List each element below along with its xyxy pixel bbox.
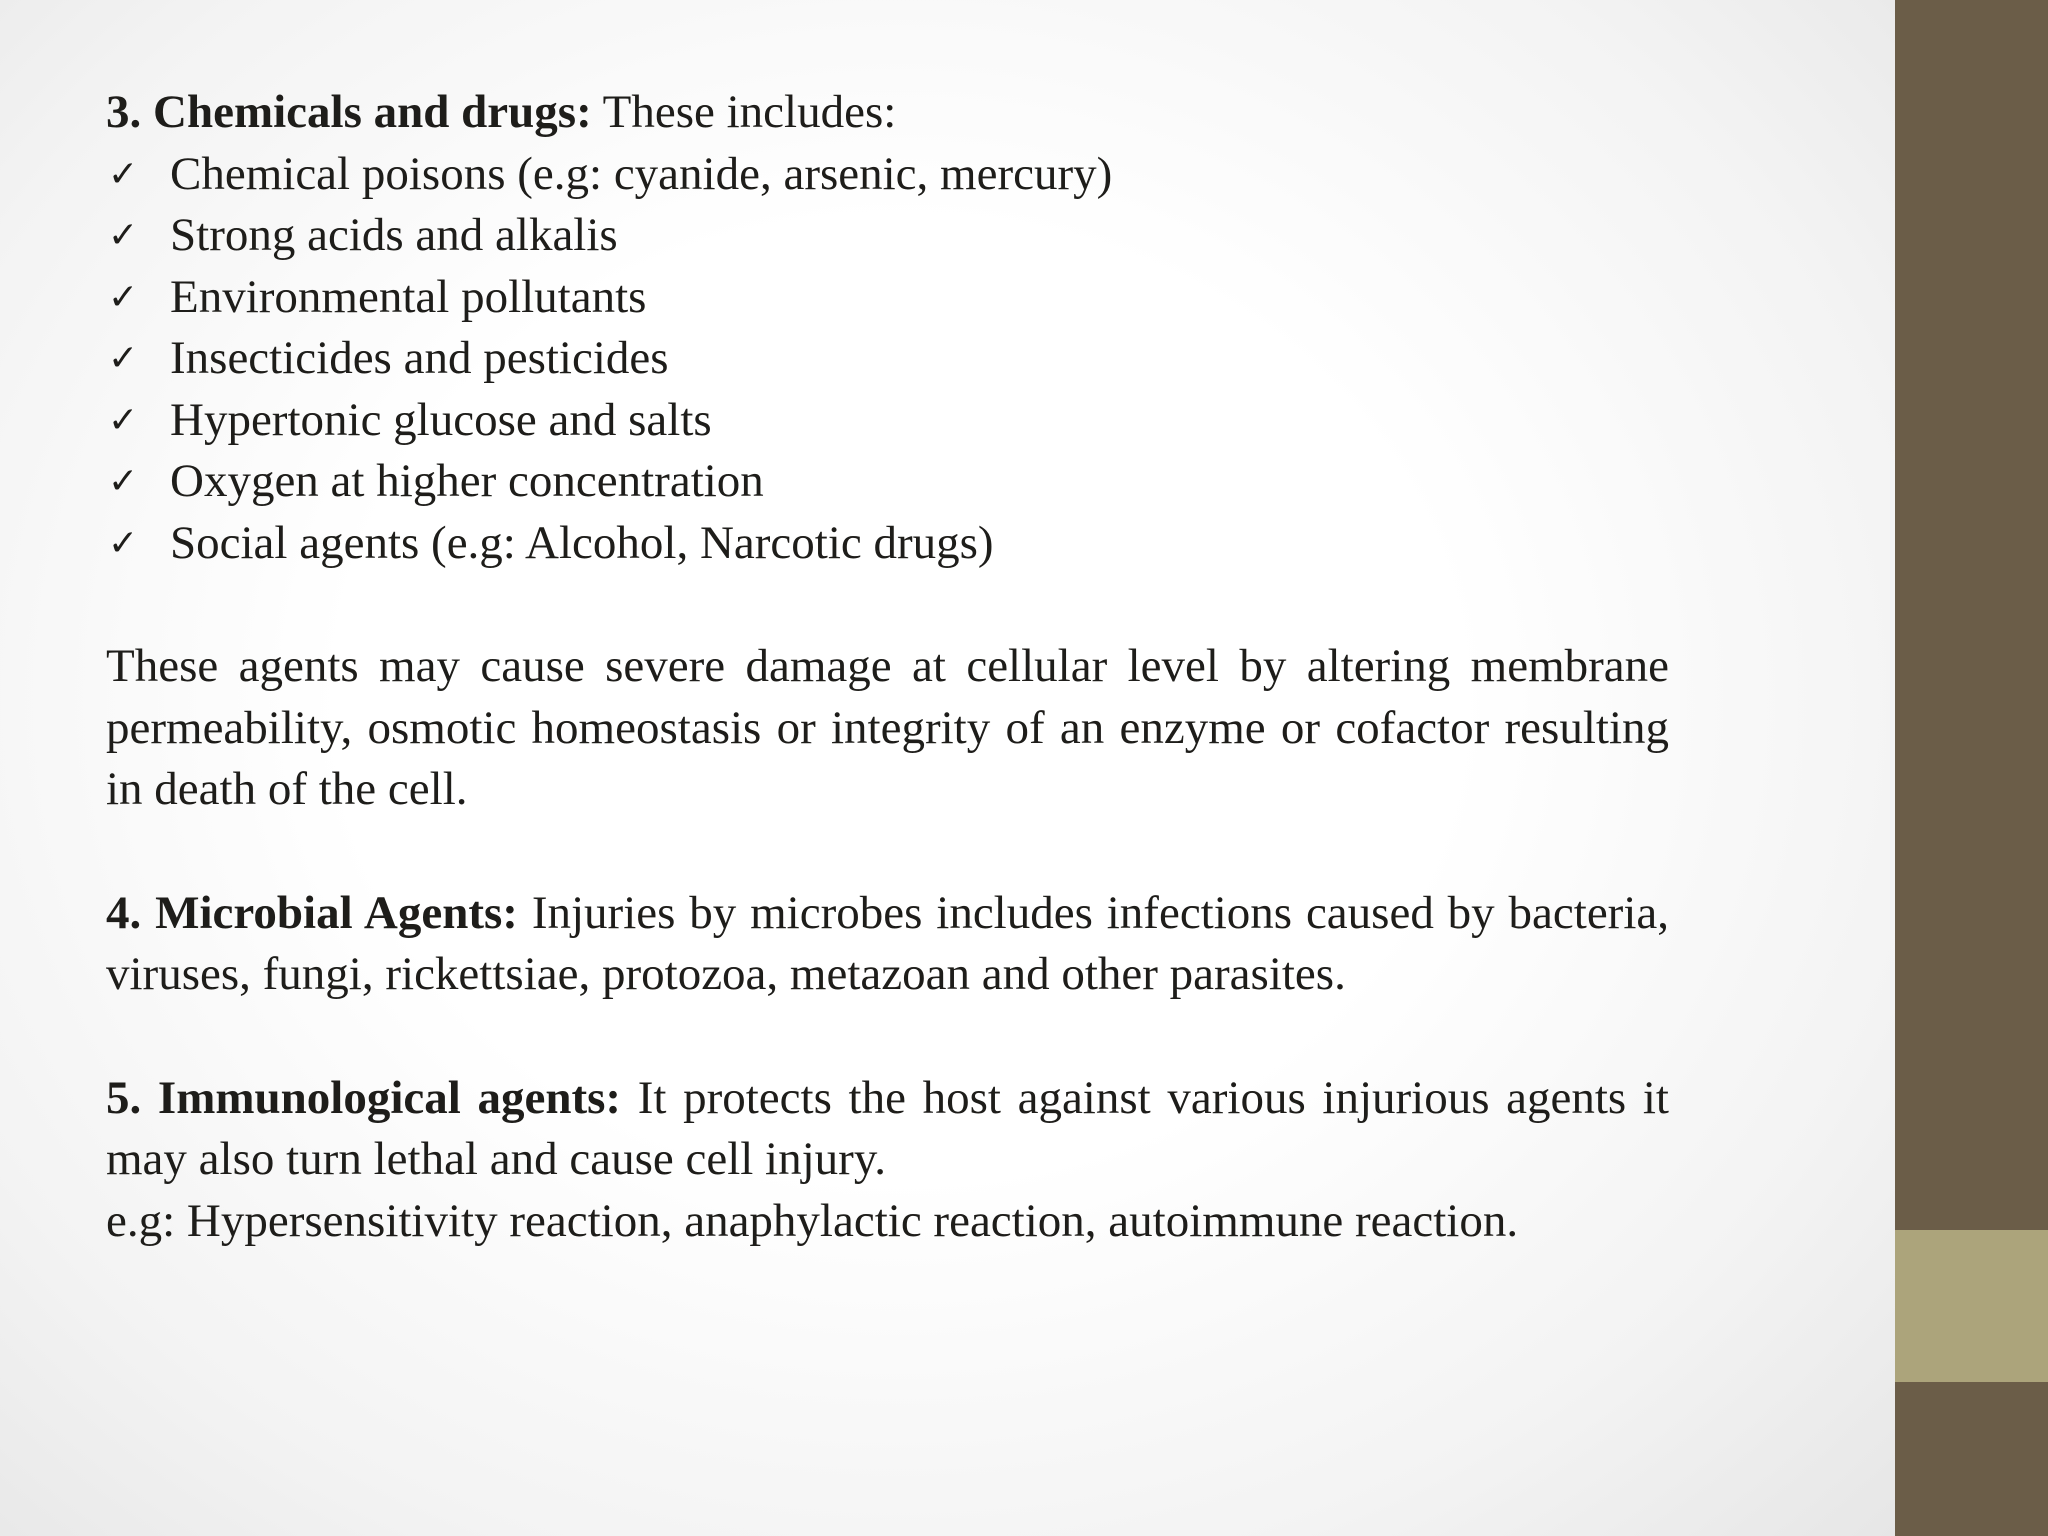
list-item-text: Strong acids and alkalis (170, 209, 618, 261)
section-4-paragraph (106, 883, 1669, 1006)
list-item (106, 513, 1669, 575)
spacer (106, 821, 1669, 883)
checkmark-icon: ✓ (108, 399, 139, 441)
section-3-heading-line (106, 82, 1669, 144)
section-4-heading: 4. Microbial Agents: (106, 886, 518, 939)
list-item-text: Social agents (e.g: Alcohol, Narcotic drugs) (170, 516, 994, 569)
list-item-text: Oxygen at higher concentration (170, 455, 764, 507)
list-item (106, 328, 1669, 390)
list-item-text: Chemical poisons (e.g: cyanide, arsenic, mercury) (170, 147, 1113, 200)
section-5-example: e.g: Hypersensitivity reaction, anaphylactic reaction, autoimmune reaction. (106, 1194, 1519, 1247)
checkmark-icon: ✓ (108, 153, 139, 195)
list-item (106, 205, 1669, 267)
checkmark-icon: ✓ (108, 215, 139, 256)
chemicals-checklist (106, 144, 1669, 575)
list-item (106, 267, 1669, 329)
slide-content (106, 82, 1669, 1252)
section-5-paragraph (106, 1068, 1669, 1191)
checkmark-icon: ✓ (108, 338, 139, 379)
section-5-text: It protects the host against various injurious agents it may also turn lethal and cause cell injury. (106, 1071, 1669, 1185)
section-4-text: Injuries by microbes includes infections caused by bacteria, viruses, fungi, rickettsiae, protozoa, metazoan and other parasites. (106, 886, 1669, 1000)
list-item-text: Hypertonic glucose and salts (170, 393, 712, 446)
checkmark-icon: ✓ (108, 522, 139, 564)
spacer (106, 1006, 1669, 1068)
spacer (106, 574, 1669, 636)
checkmark-icon: ✓ (108, 276, 139, 318)
section-5-heading: 5. Immunological agents: (106, 1071, 622, 1124)
list-item (106, 451, 1669, 513)
section-3-paragraph: These agents may cause severe damage at cellular level by altering membrane permeability, osmotic homeostasis or integrity of an enzyme or cofactor resulting in death of the cell. (106, 640, 1669, 815)
section-3-intro: These includes: (591, 86, 897, 138)
list-item-text: Environmental pollutants (170, 270, 647, 323)
list-item (106, 390, 1669, 452)
section-3-heading: 3. Chemicals and drugs: (106, 86, 592, 138)
checkmark-icon: ✓ (108, 461, 139, 502)
list-item-text: Insecticides and pesticides (170, 332, 669, 384)
list-item (106, 144, 1669, 206)
decorative-sidebar-accent (1895, 1230, 2048, 1382)
